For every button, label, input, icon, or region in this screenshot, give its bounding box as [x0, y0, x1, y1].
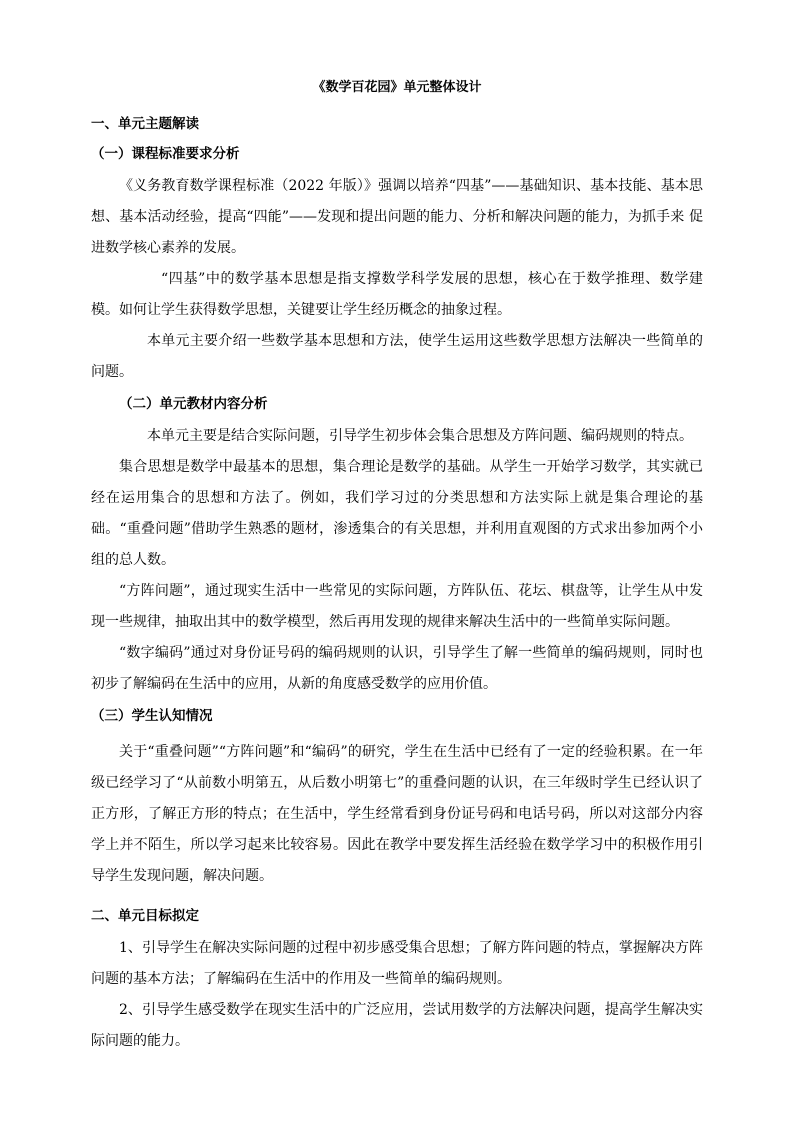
paragraph-student-cognition: 关于“重叠问题”“方阵问题”和“编码”的研究，学生在生活中已经有了一定的经验积累。在一年级已经学习了“从前数小明第五，从后数小明第七”的重叠问题的认识，在三年级时学生已经认识了正方形，了解正方形的特点；在生活中，学生经常看到身份证号码和电话号码，所以对这部分内容学上并不陌生，所以学习起来比较容易。因此在教学中要发挥生活经验在数学学习中的积极作用引导学生发现问题，解决问题。 — [91, 744, 703, 884]
subsection-heading-curriculum-standard: （一）课程标准要求分析 — [91, 146, 240, 162]
paragraph-content-overview: 本单元主要是结合实际问题，引导学生初步体会集合思想及方阵问题、编码规则的特点。 — [147, 428, 693, 444]
section-heading-unit-goals: 二、单元目标拟定 — [91, 908, 199, 924]
paragraph-curriculum-standard: 《义务教育数学课程标准（2022 年版）》强调以培养“四基”——基础知识、基本技能、基本思想、基本活动经验，提高“四能”——发现和提出问题的能力、分析和解决问题的能力，为抓手来 促进数学核心素养的发展。 — [91, 178, 703, 256]
paragraph-square-array: “方阵问题”，通过现实生活中一些常见的实际问题，方阵队伍、花坛、棋盘等，让学生从中发现一些规律，抽取出其中的数学模型，然后再用发现的规律来解决生活中的一些简单实际问题。 — [91, 583, 703, 630]
section-heading-unit-theme: 一、单元主题解读 — [91, 116, 199, 132]
paragraph-unit-intro: 本单元主要介绍一些数学基本思想和方法，使学生运用这些数学思想方法解决一些简单的问题。 — [91, 333, 703, 380]
document-title: 《数学百花园》单元整体设计 — [312, 80, 482, 95]
paragraph-set-theory: 集合思想是数学中最基本的思想，集合理论是数学的基础。从学生一开始学习数学，其实就已经在运用集合的思想和方法了。例如，我们学习过的分类思想和方法实际上就是集合理论的基础。“重叠问题”借助学生熟悉的题材，渗透集合的有关思想，并利用直观图的方式求出参加两个小组的总人数。 — [91, 459, 703, 568]
subsection-heading-content-analysis: （二）单元教材内容分析 — [119, 396, 268, 412]
paragraph-goal-1: 1、引导学生在解决实际问题的过程中初步感受集合思想；了解方阵问题的特点，掌握解决方阵问题的基本方法；了解编码在生活中的作用及一些简单的编码规则。 — [91, 940, 703, 987]
paragraph-digital-coding: “数字编码”通过对身份证号码的编码规则的认识，引导学生了解一些简单的编码规则，同时也初步了解编码在生活中的应用，从新的角度感受数学的应用价值。 — [91, 645, 703, 692]
subsection-heading-student-cognition: （三）学生认知情况 — [91, 708, 213, 724]
paragraph-four-basics: “四基”中的数学基本思想是指支撑数学科学发展的思想，核心在于数学推理、数学建模。如何让学生获得数学思想，关键要让学生经历概念的抽象过程。 — [91, 271, 703, 318]
paragraph-goal-2: 2、引导学生感受数学在现实生活中的广泛应用，尝试用数学的方法解决问题，提高学生解决实际问题的能力。 — [91, 1002, 703, 1049]
